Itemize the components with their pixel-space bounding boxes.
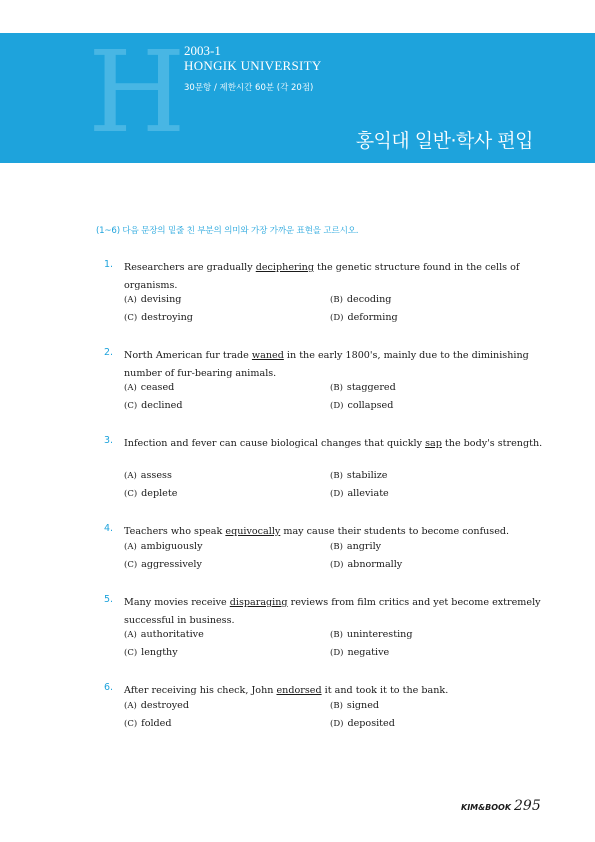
question-text: Teachers who speak equivocally may cause their students to become confused. — [124, 526, 510, 537]
question-text: Researchers are gradually deciphering the genetic structure found in the cells of organisms. — [124, 262, 520, 291]
option-a[interactable]: (A) ceased — [124, 382, 175, 393]
watermark-letter: H — [88, 33, 186, 158]
option-d[interactable]: (D) deposited — [330, 718, 395, 729]
option-a[interactable]: (A) assess — [124, 470, 172, 481]
option-c[interactable]: (C) aggressively — [124, 559, 202, 570]
option-d[interactable]: (D) alleviate — [330, 488, 389, 499]
question-text: Many movies receive disparaging reviews from film critics and yet become extremely successful in business. — [124, 597, 541, 626]
option-b[interactable]: (B) decoding — [330, 294, 392, 305]
option-d[interactable]: (D) deforming — [330, 312, 398, 323]
university-name: HONGIK UNIVERSITY — [184, 58, 322, 73]
option-b[interactable]: (B) signed — [330, 700, 380, 711]
underlined-word: deciphering — [255, 262, 314, 273]
underlined-word: equivocally — [225, 526, 281, 537]
underlined-word: waned — [251, 350, 284, 361]
option-c[interactable]: (C) destroying — [124, 312, 193, 323]
option-b[interactable]: (B) angrily — [330, 541, 382, 552]
option-b[interactable]: (B) staggered — [330, 382, 396, 393]
underlined-word: disparaging — [229, 597, 288, 608]
question-number: 4. — [104, 523, 114, 534]
instruction-text: (1~6) 다음 문장의 밑줄 친 부분의 의미와 가장 가까운 표현을 고르시오. — [96, 226, 359, 236]
option-a[interactable]: (A) authoritative — [124, 629, 204, 640]
underlined-word: sap — [425, 438, 442, 449]
option-b[interactable]: (B) stabilize — [330, 470, 388, 481]
question-number: 5. — [104, 594, 114, 605]
exam-title: 홍익대 일반·학사 편입 — [355, 130, 533, 152]
question-number: 2. — [104, 347, 114, 358]
question-number: 3. — [104, 435, 114, 446]
option-c[interactable]: (C) folded — [124, 718, 172, 729]
question-number: 6. — [104, 682, 114, 693]
option-a[interactable]: (A) ambiguously — [124, 541, 203, 552]
question-text: North American fur trade waned in the early 1800's, mainly due to the diminishing number of fur-bearing animals. — [124, 350, 529, 379]
option-b[interactable]: (B) uninteresting — [330, 629, 413, 640]
option-d[interactable]: (D) negative — [330, 647, 390, 658]
option-d[interactable]: (D) collapsed — [330, 400, 394, 411]
option-a[interactable]: (A) devising — [124, 294, 182, 305]
question-text: After receiving his check, John endorsed it and took it to the bank. — [124, 685, 449, 696]
header-banner — [0, 33, 595, 163]
page-number: 295 — [514, 798, 541, 814]
option-c[interactable]: (C) deplete — [124, 488, 178, 499]
question-number: 1. — [104, 259, 114, 270]
publisher-brand: KIM&BOOK — [461, 803, 512, 812]
underlined-word: endorsed — [276, 685, 322, 696]
option-c[interactable]: (C) declined — [124, 400, 183, 411]
question-text: Infection and fever can cause biological changes that quickly sap the body's strength. — [124, 438, 543, 449]
option-a[interactable]: (A) destroyed — [124, 700, 189, 711]
exam-year: 2003-1 — [184, 43, 221, 58]
option-c[interactable]: (C) lengthy — [124, 647, 178, 658]
option-d[interactable]: (D) abnormally — [330, 559, 403, 570]
exam-info: 30문항 / 제한시간 60분 (각 20점) — [184, 83, 314, 93]
